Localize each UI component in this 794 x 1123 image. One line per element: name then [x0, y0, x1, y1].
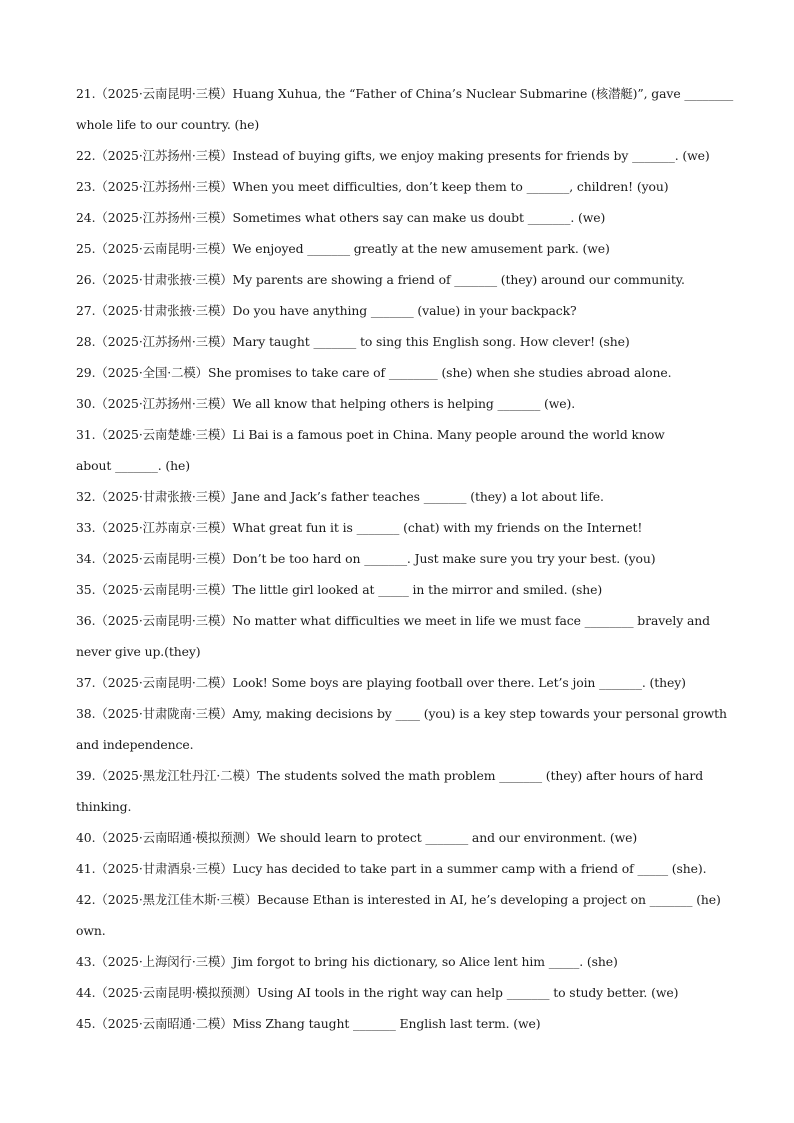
question-item	[76, 543, 718, 574]
question-text-continuation: whole life to our country. (he)	[76, 117, 260, 132]
question-text: 29.（2025·全国·二模）She promises to take care of ________ (she) when she studies abroad alone.	[76, 365, 672, 380]
question-text: 35.（2025·云南昆明·三模）The little girl looked at _____ in the mirror and smiled. (she)	[76, 582, 603, 597]
question-text-continuation: about _______. (he)	[76, 458, 191, 473]
question-text-continuation: thinking.	[76, 799, 132, 814]
question-text: 30.（2025·江苏扬州·三模）We all know that helping others is helping _______ (we).	[76, 396, 576, 411]
question-text: 38.（2025·甘肃陇南·三模）Amy, making decisions by ____ (you) is a key step towards your personal growth	[76, 706, 727, 721]
question-list	[76, 78, 734, 1039]
question-text: 25.（2025·云南昆明·三模）We enjoyed _______ greatly at the new amusement park. (we)	[76, 241, 610, 256]
question-text: 24.（2025·江苏扬州·三模）Sometimes what others say can make us doubt _______. (we)	[76, 210, 606, 225]
question-item	[76, 419, 718, 481]
question-text: 31.（2025·云南楚雄·三模）Li Bai is a famous poet in China. Many people around the world know	[76, 427, 665, 442]
question-text: 43.（2025·上海闵行·三模）Jim forgot to bring his dictionary, so Alice lent him _____. (she)	[76, 954, 618, 969]
question-item	[76, 295, 718, 326]
question-item	[76, 698, 727, 760]
question-text: 34.（2025·云南昆明·三模）Don’t be too hard on _______. Just make sure you try your best. (you)	[76, 551, 656, 566]
question-item	[76, 853, 718, 884]
question-item	[76, 233, 718, 264]
question-text: 37.（2025·云南昆明·二模）Look! Some boys are playing football over there. Let’s join _______. (they)	[76, 675, 686, 690]
question-item	[76, 264, 718, 295]
question-text: 41.（2025·甘肃酒泉·三模）Lucy has decided to take part in a summer camp with a friend of _____ (she).	[76, 861, 707, 876]
question-item	[76, 977, 718, 1008]
question-item	[76, 884, 721, 946]
question-text-continuation: never give up.(they)	[76, 644, 201, 659]
question-item	[76, 1008, 718, 1039]
question-item	[76, 357, 718, 388]
question-item	[76, 171, 718, 202]
question-item	[76, 388, 718, 419]
question-text: 42.（2025·黑龙江佳木斯·三模）Because Ethan is interested in AI, he’s developing a project on _______ (he)	[76, 892, 721, 907]
question-text: 33.（2025·江苏南京·三模）What great fun it is _______ (chat) with my friends on the Internet!	[76, 520, 643, 535]
question-text: 36.（2025·云南昆明·三模）No matter what difficulties we meet in life we must face ________ bravely and	[76, 613, 710, 628]
question-item	[76, 667, 718, 698]
question-item	[76, 202, 718, 233]
question-item	[76, 760, 718, 822]
question-text: 44.（2025·云南昆明·模拟预测）Using AI tools in the right way can help _______ to study better. (we)	[76, 985, 679, 1000]
question-text: 27.（2025·甘肃张掖·三模）Do you have anything _______ (value) in your backpack?	[76, 303, 577, 318]
question-text: 39.（2025·黑龙江牡丹江·二模）The students solved the math problem _______ (they) after hours of hard	[76, 768, 704, 783]
question-item	[76, 481, 718, 512]
question-item	[76, 574, 718, 605]
question-item	[76, 946, 718, 977]
question-item	[76, 78, 734, 140]
question-text: 22.（2025·江苏扬州·三模）Instead of buying gifts, we enjoy making presents for friends by _______. (we)	[76, 148, 710, 163]
question-text: 40.（2025·云南昭通·模拟预测）We should learn to protect _______ and our environment. (we)	[76, 830, 638, 845]
question-item	[76, 605, 718, 667]
question-item	[76, 326, 718, 357]
question-item	[76, 140, 718, 171]
question-text: 28.（2025·江苏扬州·三模）Mary taught _______ to sing this English song. How clever! (she)	[76, 334, 630, 349]
question-item	[76, 822, 718, 853]
question-text: 21.（2025·云南昆明·三模）Huang Xuhua, the “Father of China’s Nuclear Submarine (核潜艇)”, gave ________	[76, 86, 734, 101]
question-text: 26.（2025·甘肃张掖·三模）My parents are showing a friend of _______ (they) around our community.	[76, 272, 685, 287]
question-text: 45.（2025·云南昭通·二模）Miss Zhang taught _______ English last term. (we)	[76, 1016, 541, 1031]
question-item	[76, 512, 718, 543]
question-text-continuation: own.	[76, 923, 106, 938]
question-text-continuation: and independence.	[76, 737, 194, 752]
question-text: 23.（2025·江苏扬州·三模）When you meet difficulties, don’t keep them to _______, children! (you)	[76, 179, 669, 194]
question-text: 32.（2025·甘肃张掖·三模）Jane and Jack’s father teaches _______ (they) a lot about life.	[76, 489, 604, 504]
